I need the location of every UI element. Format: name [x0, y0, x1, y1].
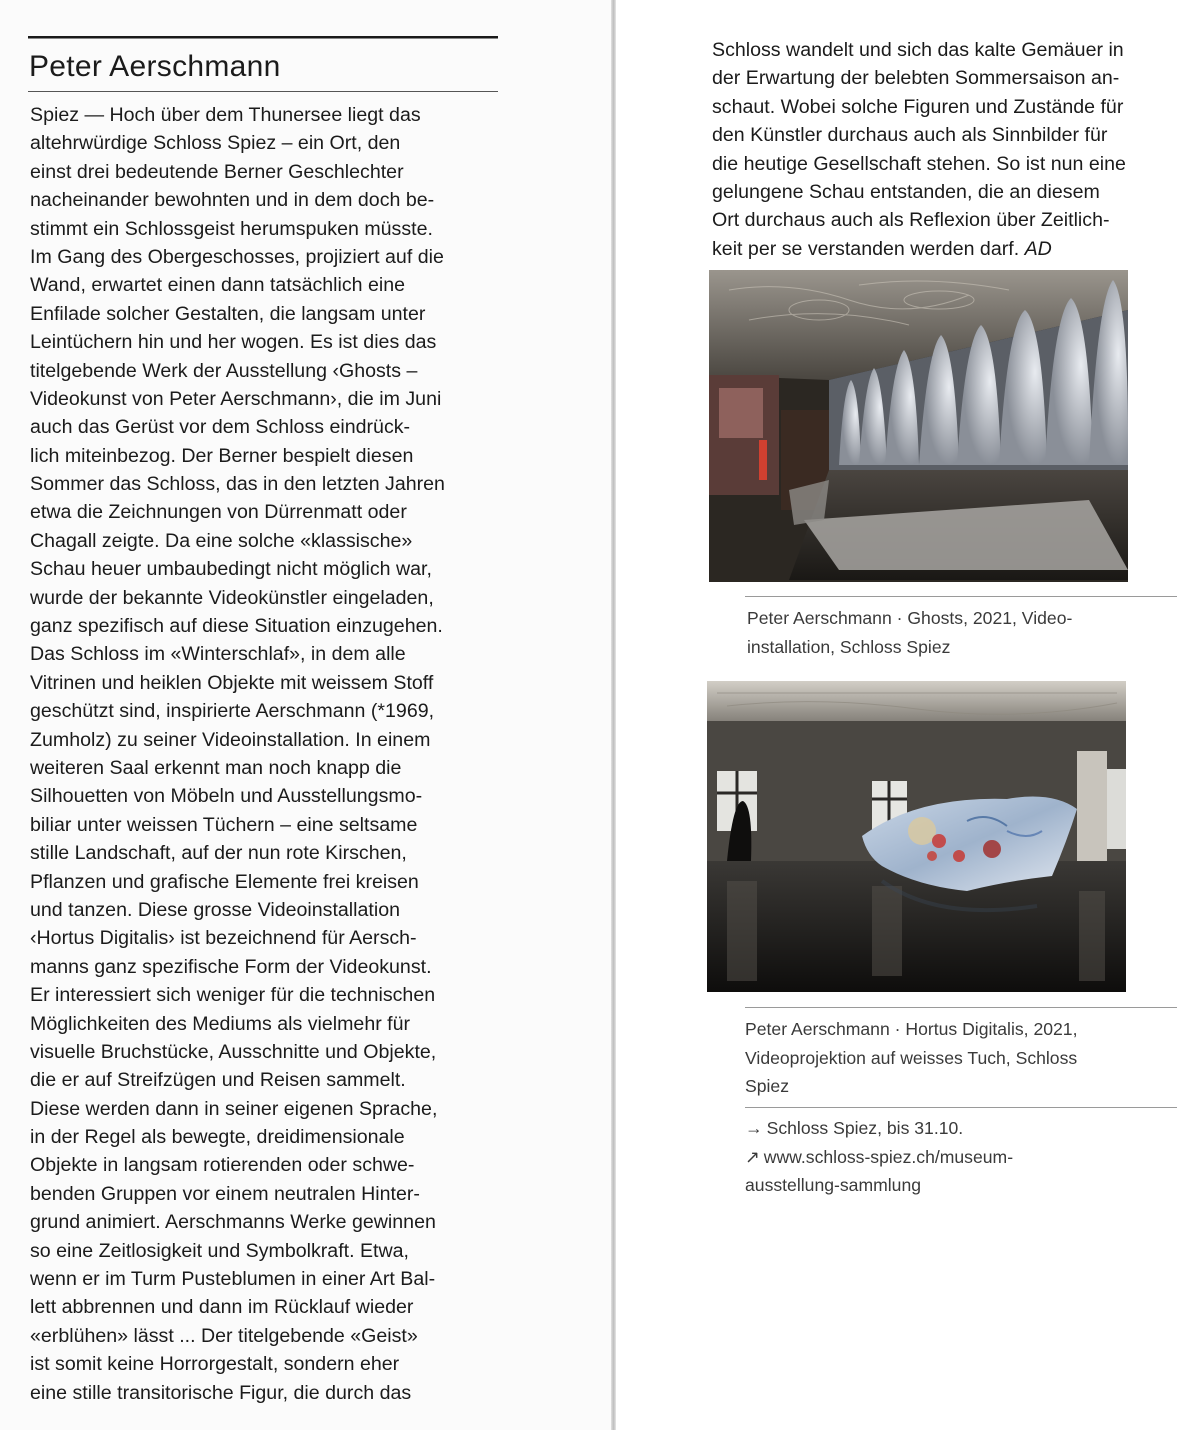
- website-link-text[interactable]: www.schloss-spiez.ch/museum-: [763, 1146, 1014, 1167]
- body-text-line: [712, 93, 1182, 121]
- body-text-line: nacheinander bewohnten und in dem doch be-: [30, 189, 435, 212]
- external-link-arrow-icon: ↗: [745, 1146, 760, 1167]
- exhibition-info: [745, 1114, 1013, 1200]
- body-text: Schloss wandelt und sich das kalte Gemäuer in: [712, 39, 1124, 61]
- author-initials: AD: [1024, 237, 1052, 260]
- body-text-line: einst drei bedeutende Berner Geschlechter: [30, 160, 404, 183]
- body-text-line: lett abbrennen und dann im Rücklauf wieder: [30, 1296, 414, 1319]
- body-text-line: stimmt ein Schlossgeist herumspuken müsste.: [30, 217, 433, 240]
- body-text: der Erwartung der belebten Sommersaison an-: [712, 67, 1120, 90]
- caption-line: installation, Schloss Spiez: [747, 636, 951, 657]
- body-text-line: Diese werden dann in seiner eigenen Sprache,: [30, 1097, 438, 1120]
- body-text-line: Sommer das Schloss, das in den letzten Jahren: [30, 473, 445, 496]
- body-text-line: «erblühen» lässt ... Der titelgebende «Geist»: [30, 1324, 418, 1347]
- venue-text: Schloss Spiez, bis 31.10.: [766, 1118, 964, 1138]
- body-text-line: altehrwürdige Schloss Spiez – ein Ort, den: [30, 132, 401, 155]
- body-text: Ort durchaus auch als Reflexion über Zeitlich-: [712, 209, 1110, 232]
- body-text-line: Objekte in langsam rotierenden oder schwe-: [30, 1154, 415, 1177]
- body-text-line: Wand, erwartet einen dann tatsächlich eine: [30, 274, 406, 297]
- body-text-line: titelgebende Werk der Ausstellung ‹Ghosts –: [30, 359, 418, 382]
- article-title: Peter Aerschmann: [29, 50, 281, 83]
- figure-1-caption: [747, 604, 1072, 661]
- body-text-line: stille Landschaft, auf der nun rote Kirschen,: [30, 842, 407, 865]
- body-text-line: biliar unter weissen Tüchern – eine seltsame: [30, 813, 418, 836]
- body-text-line: lich miteinbezog. Der Berner bespielt diesen: [30, 444, 414, 467]
- caption-1-rule: [745, 596, 1177, 597]
- venue-line: [745, 1114, 1013, 1143]
- body-text-line: Das Schloss im «Winterschlaf», in dem alle: [30, 643, 406, 666]
- figure-2-caption: [745, 1015, 1077, 1101]
- body-text-line: [712, 150, 1182, 178]
- body-text-line: so eine Zeitlosigkeit und Symbolkraft. Etwa,: [30, 1239, 409, 1262]
- body-text-line: Pflanzen und grafische Elemente frei kreisen: [30, 870, 419, 893]
- body-text-line: manns ganz spezifische Form der Videokunst.: [30, 955, 432, 978]
- body-text-line: wenn er im Turm Pusteblumen in einer Art Bal-: [30, 1268, 436, 1291]
- caption-line: Spiez: [745, 1076, 790, 1096]
- right-arrow-icon: →: [745, 1118, 763, 1138]
- article-body-left-column: [30, 101, 508, 1407]
- body-text-line: Er interessiert sich weniger für die technischen: [30, 984, 436, 1007]
- info-rule: [745, 1107, 1177, 1108]
- body-text-line: in der Regel als bewegte, dreidimensionale: [30, 1126, 405, 1149]
- body-text-line: geschützt sind, inspirierte Aerschmann (*1969,: [30, 700, 435, 723]
- body-text-line: Möglichkeiten des Mediums als vielmehr für: [30, 1012, 411, 1035]
- caption-line: Peter Aerschmann · Ghosts, 2021, Video-: [747, 608, 1073, 628]
- body-text-line: Schau heuer umbaubedingt nicht möglich war,: [30, 558, 432, 581]
- body-text-line: wurde der bekannte Videokünstler eingeladen,: [30, 586, 434, 609]
- body-text: gelungene Schau entstanden, die an diesem: [712, 180, 1100, 203]
- body-text-line: Im Gang des Obergeschosses, projiziert auf die: [30, 245, 444, 268]
- body-text-line: die er auf Streifzügen und Reisen sammelt.: [30, 1069, 406, 1092]
- body-text: keit per se verstanden werden darf.: [712, 237, 1020, 260]
- body-text-line: Videokunst von Peter Aerschmann›, die im Juni: [30, 387, 442, 410]
- body-text-line: Enfilade solcher Gestalten, die langsam unter: [30, 302, 426, 325]
- body-text-line: eine stille transitorische Figur, die durch das: [30, 1381, 412, 1404]
- caption-line: Peter Aerschmann · Hortus Digitalis, 2021,: [745, 1019, 1078, 1039]
- body-text-line: weiteren Saal erkennt man noch knapp die: [30, 756, 402, 779]
- title-bottom-rule: [28, 91, 498, 92]
- caption-line: Videoprojektion auf weisses Tuch, Schloss: [745, 1047, 1078, 1068]
- body-text-line: auch das Gerüst vor dem Schloss eindrück-: [30, 416, 411, 439]
- body-text-line: Vitrinen und heiklen Objekte mit weissem Stoff: [30, 671, 434, 694]
- body-text-line: [712, 206, 1182, 234]
- body-text-line: [712, 36, 1182, 64]
- body-text-line: und tanzen. Diese grosse Videoinstallation: [30, 898, 400, 921]
- ghosts-installation-photo: [709, 270, 1128, 582]
- body-text-line: ‹Hortus Digitalis› ist bezeichnend für Aersch-: [30, 927, 417, 950]
- body-text-line: Chagall zeigte. Da eine solche «klassische»: [30, 529, 413, 552]
- body-text-line: benden Gruppen vor einem neutralen Hinter-: [30, 1182, 420, 1205]
- body-text-line: etwa die Zeichnungen von Dürrenmatt oder: [30, 501, 407, 524]
- body-text: schaut. Wobei solche Figuren und Zustände für: [712, 95, 1124, 118]
- body-text-line: Silhouetten von Möbeln und Ausstellungsmo-: [30, 785, 423, 808]
- title-top-rule: [28, 36, 498, 39]
- body-text-line: [712, 64, 1182, 92]
- page-gutter: [611, 0, 616, 1430]
- body-text-line: [712, 178, 1182, 206]
- body-text-line: ganz spezifisch auf diese Situation einzugehen.: [30, 615, 443, 638]
- body-text-line: [712, 235, 1182, 263]
- body-text-line: Leintüchern hin und her wogen. Es ist dies das: [30, 331, 437, 354]
- website-link[interactable]: [745, 1143, 1013, 1172]
- caption-2-rule: [745, 1007, 1177, 1008]
- body-text-line: [712, 121, 1182, 149]
- hortus-digitalis-photo: [707, 681, 1126, 992]
- body-text: den Künstler durchaus auch als Sinnbilder für: [712, 124, 1108, 147]
- body-text-line: ist somit keine Horrorgestalt, sondern eher: [30, 1353, 400, 1376]
- body-text: die heutige Gesellschaft stehen. So ist nun eine: [712, 152, 1126, 175]
- article-body-right-column: [712, 36, 1182, 263]
- body-text-line: visuelle Bruchstücke, Ausschnitte und Objekte,: [30, 1040, 437, 1063]
- website-link-continued[interactable]: ausstellung-sammlung: [745, 1175, 922, 1195]
- body-text-line: Zumholz) zu seiner Videoinstallation. In einem: [30, 728, 431, 751]
- body-text-line: grund animiert. Aerschmanns Werke gewinnen: [30, 1211, 436, 1234]
- body-text-line: Spiez — Hoch über dem Thunersee liegt das: [30, 104, 421, 126]
